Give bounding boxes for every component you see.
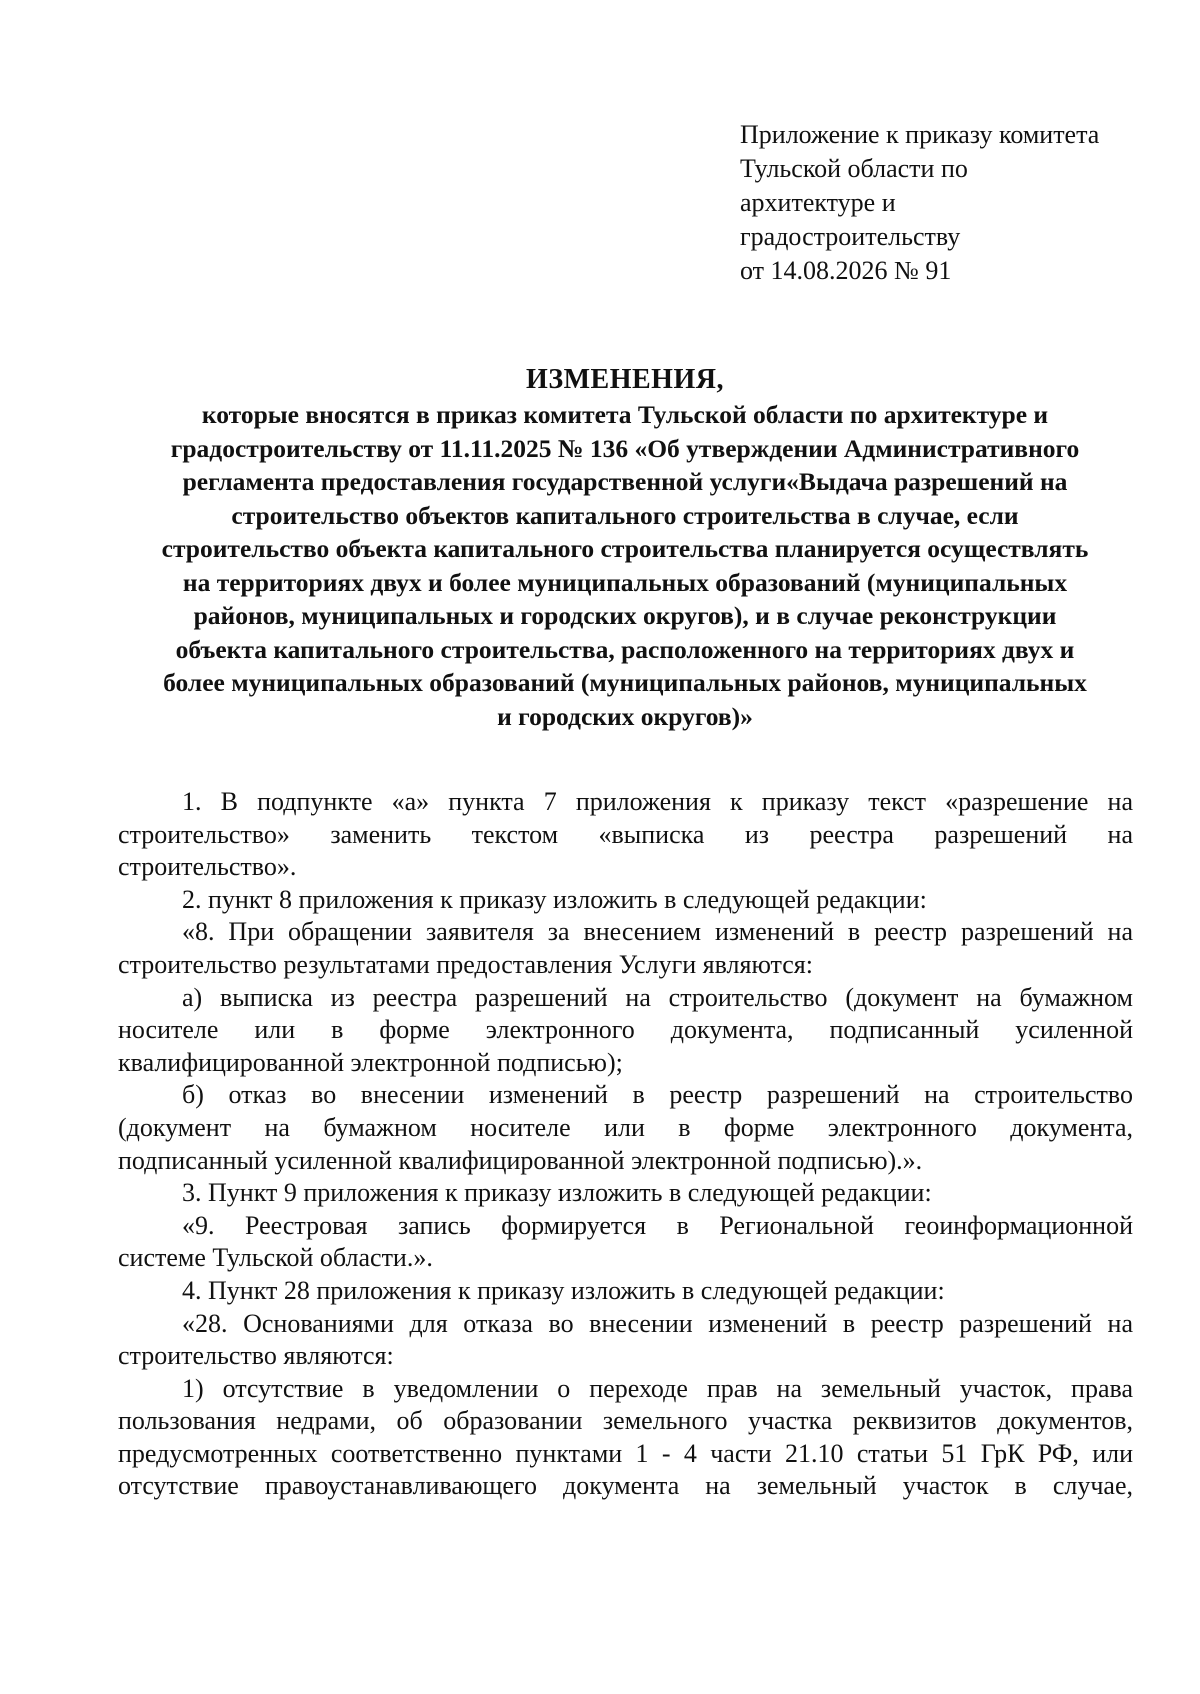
subtitle-line: и городских округов)» xyxy=(497,701,753,731)
body-line: 4. Пункт 28 приложения к приказу изложить в следующей редакции: xyxy=(182,1275,945,1305)
subtitle-line: на территориях двух и более муниципальных образований (муниципальных xyxy=(182,567,1068,597)
body-line: б) отказ во внесении изменений в реестр разрешений на строительство xyxy=(182,1080,1133,1110)
body-line: системе Тульской области.». xyxy=(118,1243,433,1273)
body-line: строительство результатами предоставления Услуги являются: xyxy=(118,949,813,979)
body-line: строительство являются: xyxy=(118,1341,394,1371)
subtitle-line: районов, муниципальных и городских округов), и в случае реконструкции xyxy=(193,601,1057,630)
subtitle-line: которые вносятся в приказ комитета Тульской области по архитектуре и xyxy=(201,400,1049,429)
appendix-note xyxy=(740,118,1160,288)
body-line: «8. При обращении заявителя за внесением изменений в реестр разрешений на xyxy=(182,917,1133,947)
appendix-line: от 14.08.2026 № 91 xyxy=(740,256,952,285)
appendix-line: Приложение к приказу комитета xyxy=(740,120,1100,149)
subtitle-line: регламента предоставления государственной услуги«Выдача разрешений на xyxy=(182,467,1068,496)
body-line: «28. Основаниями для отказа во внесении изменений в реестр разрешений на xyxy=(182,1308,1133,1338)
body-line: отсутствие правоустанавливающего документа на земельный участок в случае, xyxy=(118,1471,1133,1501)
body-line: строительство». xyxy=(118,852,297,882)
body-line: пользования недрами, об образовании земельного участка реквизитов документов, xyxy=(118,1406,1133,1436)
body-line: 1) отсутствие в уведомлении о переходе прав на земельный участок, права xyxy=(182,1373,1133,1403)
body-line: 3. Пункт 9 приложения к приказу изложить в следующей редакции: xyxy=(182,1178,932,1208)
subtitle-line: объекта капитального строительства, расположенного на территориях двух и xyxy=(175,634,1075,664)
body-line: а) выписка из реестра разрешений на строительство (документ на бумажном xyxy=(182,982,1133,1012)
body-line: подписанный усиленной квалифицированной электронной подписью).». xyxy=(118,1145,923,1175)
appendix-line: градостроительству xyxy=(740,222,961,251)
subtitle-line: градостроительству от 11.11.2025 № 136 «Об утверждении Административного xyxy=(170,433,1080,463)
document-heading xyxy=(110,362,1140,733)
subtitle-line: более муниципальных образований (муниципальных районов, муниципальных xyxy=(163,668,1087,697)
body-line: 2. пункт 8 приложения к приказу изложить в следующей редакции: xyxy=(182,884,927,914)
appendix-line: архитектуре и xyxy=(740,188,896,217)
body-line: «9. Реестровая запись формируется в Региональной геоинформационной xyxy=(182,1210,1133,1240)
body-line: (документ на бумажном носителе или в форме электронного документа, xyxy=(118,1112,1133,1142)
body-line: строительство» заменить текстом «выписка из реестра разрешений на xyxy=(118,819,1133,849)
document-title: ИЗМЕНЕНИЯ, xyxy=(526,364,724,395)
body-line: носителе или в форме электронного документа, подписанный усиленной xyxy=(118,1015,1133,1045)
body-line: предусмотренных соответственно пунктами 1 - 4 части 21.10 статьи 51 ГрК РФ, или xyxy=(118,1438,1133,1468)
subtitle-line: строительство объекта капитального строительства планируется осуществлять xyxy=(161,534,1089,563)
appendix-line: Тульской области по xyxy=(740,154,968,183)
document-subtitle xyxy=(110,398,1140,733)
body-line: 1. В подпункте «а» пункта 7 приложения к приказу текст «разрешение на xyxy=(182,787,1133,816)
document-body xyxy=(118,786,1133,1503)
body-line: квалифицированной электронной подписью); xyxy=(118,1047,623,1077)
subtitle-line: строительство объектов капитального строительства в случае, если xyxy=(231,500,1019,530)
